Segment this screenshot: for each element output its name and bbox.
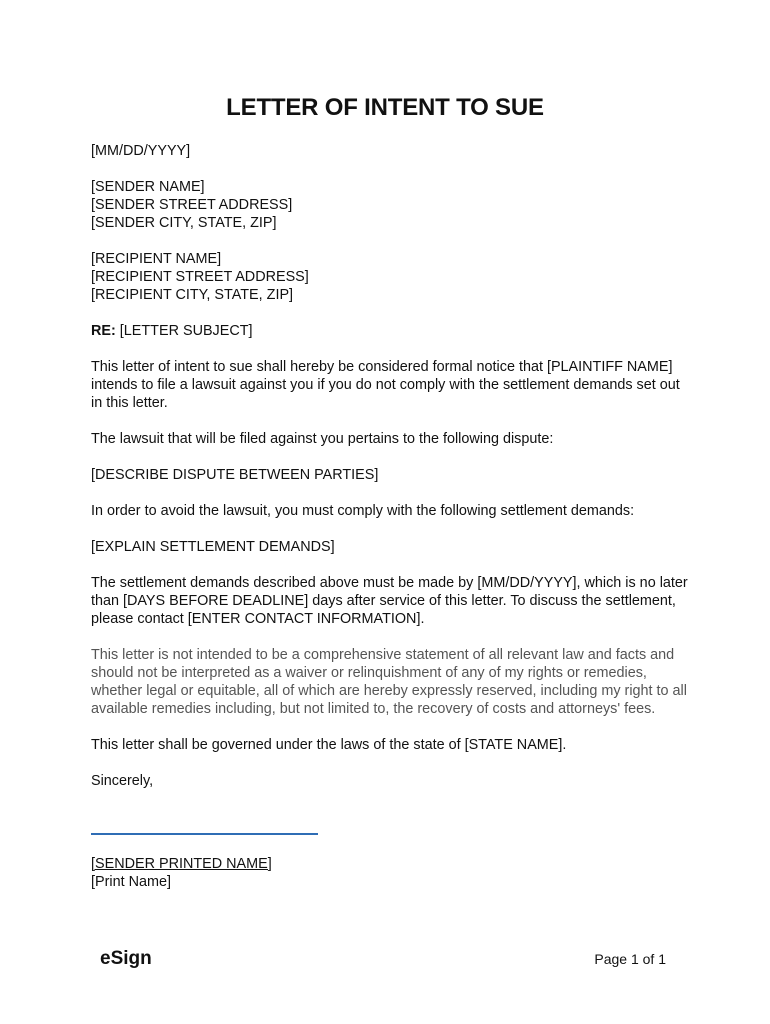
intent-paragraph: This letter of intent to sue shall hereby be considered formal notice that [PLAINTIFF NAME] intends to file a lawsuit against you if you do not comply with the settlement demands set out in this letter. <box>91 359 680 411</box>
re-label: RE: <box>91 323 116 339</box>
page-number: Page 1 of 1 <box>594 951 666 967</box>
sender-address <box>91 178 691 232</box>
sender-printed-name: [SENDER PRINTED NAME] <box>91 856 272 872</box>
dispute-placeholder: [DESCRIBE DISPUTE BETWEEN PARTIES] <box>91 467 379 483</box>
recipient-city: [RECIPIENT CITY, STATE, ZIP] <box>91 287 294 303</box>
disclaimer-paragraph: This letter is not intended to be a comprehensive statement of all relevant law and facts and should not be interpreted as a waiver or relinquishment of any of my rights or remedies, whether legal or equitable, all of which are hereby expressly reserved, including my right to all available remedies including, but not limited to, the recovery of costs and attorneys' fees. <box>91 647 687 717</box>
subject-line <box>91 322 691 340</box>
date-line <box>91 142 691 160</box>
recipient-name: [RECIPIENT NAME] <box>91 251 222 267</box>
demands-intro-paragraph: In order to avoid the lawsuit, you must comply with the following settlement demands: <box>91 503 635 519</box>
re-subject: [LETTER SUBJECT] <box>119 323 253 339</box>
print-name-label: [Print Name] <box>91 874 171 890</box>
sender-street: [SENDER STREET ADDRESS] <box>91 197 293 213</box>
document-title: LETTER OF INTENT TO SUE <box>226 94 544 121</box>
governing-law-paragraph: This letter shall be governed under the laws of the state of [STATE NAME]. <box>91 737 567 753</box>
date-placeholder: [MM/DD/YYYY] <box>91 143 191 159</box>
signature-line[interactable] <box>91 833 318 835</box>
dispute-intro-paragraph: The lawsuit that will be filed against you pertains to the following dispute: <box>91 431 554 447</box>
sender-city: [SENDER CITY, STATE, ZIP] <box>91 215 277 231</box>
recipient-address <box>91 250 691 304</box>
esign-logo: eSign <box>100 948 152 969</box>
deadline-paragraph: The settlement demands described above must be made by [MM/DD/YYYY], which is no later than [DAYS BEFORE DEADLINE] days after service of this letter. To discuss the settlement, please contact [ENTER CONTACT INFORMATION]. <box>91 575 688 627</box>
demands-placeholder: [EXPLAIN SETTLEMENT DEMANDS] <box>91 539 335 555</box>
sender-name: [SENDER NAME] <box>91 179 205 195</box>
recipient-street: [RECIPIENT STREET ADDRESS] <box>91 269 309 285</box>
signature-block <box>91 855 272 891</box>
closing-salutation: Sincerely, <box>91 773 154 789</box>
letter-body <box>91 142 691 808</box>
